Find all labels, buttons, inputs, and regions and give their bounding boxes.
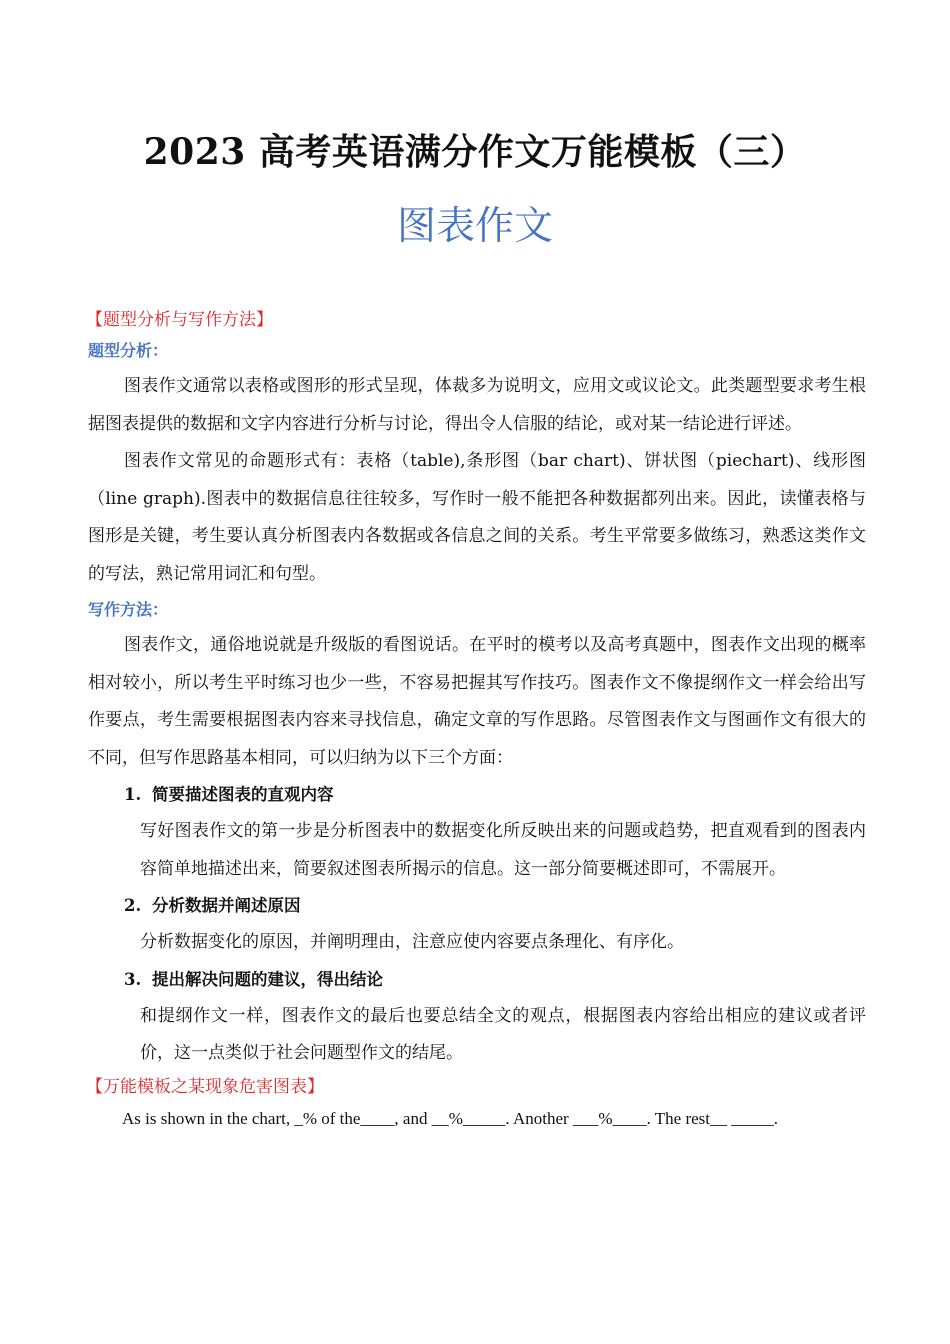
method-label: 写作方法： [88,600,169,619]
document-subtitle: 图表作文 [396,204,553,249]
method-item-2 [124,888,866,962]
item-title: 分析数据并阐述原因 [152,896,301,915]
method-item-1 [124,777,866,888]
item-number: 1. [124,785,142,804]
document-body [88,306,866,1137]
method-item-3 [124,962,866,1073]
template-sentence: As is shown in the chart, _% of the____, and __%_____. Another ___%____. The rest__ _____. [122,1108,778,1128]
item-number: 3. [124,969,142,989]
analysis-paragraph-2: 图表作文常见的命题形式有：表格（table),条形图（bar chart)、饼状图（piechart)、线形图（line graph).图表中的数据信息往往较多，写作时一般不能把各种数据都列出来。因此，读懂表格与图形是关键，考生要认真分析图表内各数据或各信息之间的关系。考生平常要多做练习，熟悉这类作文的写法，熟记常用词汇和句型。 [88,451,866,584]
item-body: 写好图表作文的第一步是分析图表中的数据变化所反映出来的问题或趋势，把直观看到的图表内容简单地描述出来，简要叙述图表所揭示的信息。这一部分简要概述即可，不需展开。 [140,821,866,879]
item-number: 2. [124,896,142,915]
item-body: 分析数据变化的原因，并阐明理由，注意应使内容要点条理化、有序化。 [140,932,684,952]
item-title: 简要描述图表的直观内容 [152,785,334,804]
section-heading-analysis-method: 【题型分析与写作方法】 [86,310,273,330]
analysis-paragraph-1: 图表作文通常以表格或图形的形式呈现，体裁多为说明文，应用文或议论文。此类题型要求考生根据图表提供的数据和文字内容进行分析与讨论，得出令人信服的结论，或对某一结论进行评述。 [88,376,866,434]
document-title: 2023 高考英语满分作文万能模板（三） [143,131,807,173]
method-paragraph: 图表作文，通俗地说就是升级版的看图说话。在平时的模考以及高考真题中，图表作文出现的概率相对较小，所以考生平时练习也少一些，不容易把握其写作技巧。图表作文不像提纲作文一样会给出写作要点，考生需要根据图表内容来寻找信息，确定文章的写作思路。尽管图表作文与图画作文有很大的不同，但写作思路基本相同，可以归纳为以下三个方面： [88,635,866,768]
item-title: 提出解决问题的建议，得出结论 [152,969,383,989]
item-body: 和提纲作文一样，图表作文的最后也要总结全文的观点，根据图表内容给出相应的建议或者评价，这一点类似于社会问题型作文的结尾。 [140,1005,866,1063]
section-heading-template: 【万能模板之某现象危害图表】 [86,1076,324,1097]
analysis-label: 题型分析： [88,341,169,360]
